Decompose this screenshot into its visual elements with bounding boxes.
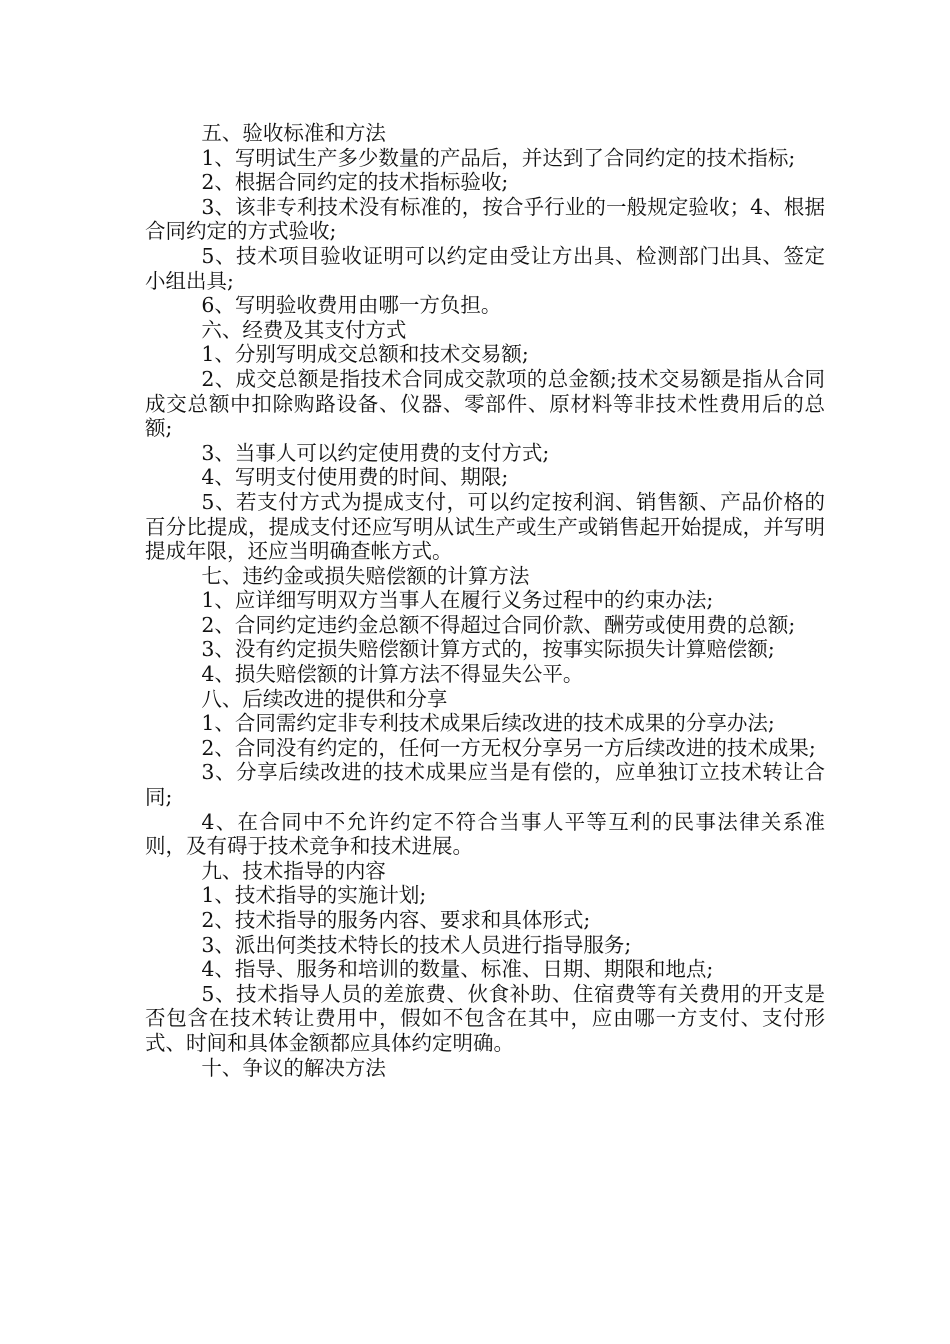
paragraph: 3、没有约定损失赔偿额计算方式的，按事实际损失计算赔偿额; — [201, 637, 775, 662]
paragraph: 2、合同没有约定的，任何一方无权分享另一方后续改进的技术成果; — [201, 735, 816, 760]
section-heading-6: 六、经费及其支付方式 — [201, 317, 407, 342]
document-body — [145, 121, 825, 1080]
paragraph: 3、该非专利技术没有标准的，按合乎行业的一般规定验收；4、根据合同约定的方式验收; — [145, 194, 825, 244]
paragraph: 3、当事人可以约定使用费的支付方式; — [201, 440, 550, 465]
section-heading-10: 十、争议的解决方法 — [201, 1055, 386, 1080]
paragraph: 2、合同约定违约金总额不得超过合同价款、酬劳或使用费的总额; — [201, 612, 796, 637]
paragraph: 4、指导、服务和培训的数量、标准、日期、期限和地点; — [201, 957, 714, 982]
paragraph: 5、技术指导人员的差旅费、伙食补助、住宿费等有关费用的开支是否包含在技术转让费用中，假如不包含在其中，应由哪一方支付、支付形式、时间和具体金额都应具体约定明确。 — [145, 981, 825, 1055]
section-heading-7: 七、违约金或损失赔偿额的计算方法 — [201, 563, 530, 588]
paragraph: 6、写明验收费用由哪一方负担。 — [201, 293, 502, 318]
paragraph: 5、若支付方式为提成支付，可以约定按利润、销售额、产品价格的百分比提成，提成支付还应写明从试生产或生产或销售起开始提成，并写明提成年限，还应当明确查帐方式。 — [145, 489, 825, 564]
paragraph: 1、分别写明成交总额和技术交易额; — [201, 342, 529, 367]
paragraph: 1、合同需约定非专利技术成果后续改进的技术成果的分享办法; — [201, 711, 775, 736]
paragraph: 2、成交总额是指技术合同成交款项的总金额;技术交易额是指从合同成交总额中扣除购路设备、仪器、零部件、原材料等非技术性费用后的总额; — [145, 366, 825, 441]
section-heading-9: 九、技术指导的内容 — [201, 858, 386, 883]
paragraph: 2、根据合同约定的技术指标验收; — [201, 170, 509, 195]
paragraph: 3、派出何类技术特长的技术人员进行指导服务; — [201, 932, 632, 957]
paragraph: 4、写明支付使用费的时间、期限; — [201, 465, 509, 490]
paragraph: 5、技术项目验收证明可以约定由受让方出具、检测部门出具、签定小组出具; — [145, 243, 825, 293]
paragraph: 1、应详细写明双方当事人在履行义务过程中的约束办法; — [201, 588, 714, 613]
paragraph: 2、技术指导的服务内容、要求和具体形式; — [201, 908, 591, 932]
paragraph: 1、技术指导的实施计划; — [201, 883, 427, 908]
paragraph: 3、分享后续改进的技术成果应当是有偿的，应单独订立技术转让合同; — [145, 760, 825, 810]
paragraph: 4、损失赔偿额的计算方法不得显失公平。 — [201, 662, 584, 687]
section-heading-8: 八、后续改进的提供和分享 — [201, 686, 448, 711]
paragraph: 4、在合同中不允许约定不符合当事人平等互利的民事法律关系准则，及有碍于技术竞争和技术进展。 — [145, 809, 825, 859]
paragraph: 1、写明试生产多少数量的产品后，并达到了合同约定的技术指标; — [201, 145, 796, 170]
section-heading-5: 五、验收标准和方法 — [201, 121, 386, 145]
